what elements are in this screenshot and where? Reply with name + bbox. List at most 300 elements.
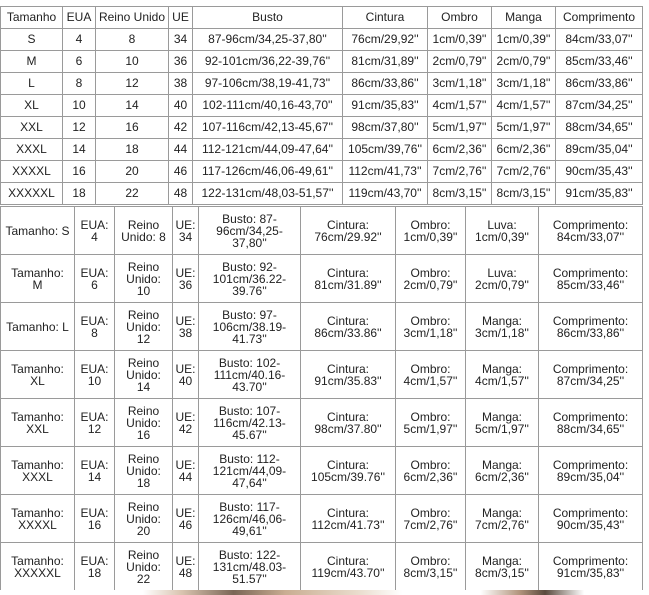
table-cell: 81cm/31,89'' xyxy=(343,51,428,73)
table-row xyxy=(1,95,643,117)
table-row xyxy=(1,73,643,95)
size-card-cell xyxy=(199,447,301,495)
table-row xyxy=(1,117,643,139)
size-card-cell xyxy=(173,351,199,399)
table-cell: 86cm/33,86'' xyxy=(343,73,428,95)
cell-line: 3cm/1,18'' xyxy=(403,325,458,340)
cell-line: Busto: 97- xyxy=(222,307,277,322)
size-card-cell xyxy=(115,447,173,495)
cell-line: Ombro: xyxy=(410,553,451,568)
cell-line: Tamanho: xyxy=(11,457,64,472)
cell-line: 116cm/42.13- xyxy=(213,415,286,430)
cell-line: Busto: 122- xyxy=(218,547,281,562)
size-card-cell xyxy=(199,495,301,543)
cell-line: 105cm/39.76'' xyxy=(311,469,385,484)
size-card-cell xyxy=(1,399,75,447)
table-cell: 6cm/2,36'' xyxy=(428,139,492,161)
cell-line: EUA: xyxy=(80,217,109,232)
cell-line: 6cm/2,36'' xyxy=(403,469,458,484)
table-cell: 18 xyxy=(96,139,169,161)
table-cell: 102-111cm/40,16-43,70'' xyxy=(193,95,343,117)
table-cell: 8cm/3,15'' xyxy=(492,183,556,205)
cell-line: Unido: 8 xyxy=(121,229,166,244)
cell-line: EUA: xyxy=(80,361,109,376)
cell-line: 14 xyxy=(136,379,151,394)
cell-line: Tamanho: xyxy=(11,409,64,424)
size-card-cell xyxy=(1,207,75,255)
cell-line: Busto: 117- xyxy=(219,499,280,514)
table-cell: L xyxy=(1,73,63,95)
cell-line: XXXL xyxy=(22,469,53,484)
cell-line: 40 xyxy=(178,373,193,388)
cell-line: 20 xyxy=(136,523,151,538)
size-card-cell xyxy=(75,303,115,351)
table-cell: 22 xyxy=(96,183,169,205)
table-cell: 89cm/35,04'' xyxy=(556,139,643,161)
header-cell: Busto xyxy=(193,7,343,29)
size-card-cell xyxy=(115,495,173,543)
size-card-cell xyxy=(466,543,539,591)
cell-line: UE: xyxy=(175,265,196,280)
table-cell: 5cm/1,97'' xyxy=(492,117,556,139)
size-card-row xyxy=(1,255,643,303)
cell-line: Reino xyxy=(127,217,160,232)
size-card-cell xyxy=(539,255,643,303)
table-cell: 7cm/2,76'' xyxy=(492,161,556,183)
table-cell: 8 xyxy=(96,29,169,51)
cell-line: 1cm/0,39'' xyxy=(475,229,529,244)
table-cell: 117-126cm/46,06-49,61'' xyxy=(193,161,343,183)
cell-line: 76cm/29.92'' xyxy=(314,229,382,244)
header-cell: Manga xyxy=(492,7,556,29)
size-card-cell xyxy=(199,303,301,351)
table-cell: 5cm/1,97'' xyxy=(428,117,492,139)
cell-line: UE: xyxy=(175,409,196,424)
table-cell: 119cm/43,70'' xyxy=(343,183,428,205)
cell-line: 41.73'' xyxy=(232,331,267,346)
table-row xyxy=(1,183,643,205)
size-card-cell xyxy=(539,543,643,591)
table-cell: 1cm/0,39'' xyxy=(428,29,492,51)
cell-line: 89cm/35,04'' xyxy=(556,469,625,484)
table-cell: XXL xyxy=(1,117,63,139)
cell-line: 18 xyxy=(136,475,151,490)
size-card-row xyxy=(1,207,643,255)
size-card-cell xyxy=(301,543,396,591)
cell-line: 119cm/43.70'' xyxy=(311,565,385,580)
size-card-row xyxy=(1,351,643,399)
cell-line: Unido: xyxy=(126,559,161,574)
size-card-cell xyxy=(1,447,75,495)
size-card-cell xyxy=(199,351,301,399)
size-card-cell xyxy=(466,303,539,351)
size-card-cell xyxy=(173,447,199,495)
cell-line: XXXXL xyxy=(18,517,57,532)
header-cell: Tamanho xyxy=(1,7,63,29)
cell-line: Tamanho: xyxy=(11,265,64,280)
size-card-cell xyxy=(466,447,539,495)
header-row xyxy=(1,7,643,29)
table-cell: 3cm/1,18'' xyxy=(428,73,492,95)
table-cell: 90cm/35,43'' xyxy=(556,161,643,183)
cell-line: 90cm/35,43'' xyxy=(556,517,625,532)
cell-line: Unido: xyxy=(126,463,161,478)
size-card-cell xyxy=(75,255,115,303)
table-cell: 2cm/0,79'' xyxy=(428,51,492,73)
cell-line: 112cm/41.73'' xyxy=(311,517,385,532)
cell-line: 91cm/35.83'' xyxy=(314,373,382,388)
table-cell: M xyxy=(1,51,63,73)
size-card-cell xyxy=(301,303,396,351)
cell-line: Comprimento: xyxy=(552,505,629,520)
cell-line: M xyxy=(32,277,43,292)
cell-line: Ombro: xyxy=(410,313,451,328)
cell-line: 88cm/34,65'' xyxy=(556,421,625,436)
size-card-cell xyxy=(301,447,396,495)
table-cell: 34 xyxy=(169,29,193,51)
table-cell: 76cm/29,92'' xyxy=(343,29,428,51)
cell-line: Ombro: xyxy=(410,457,451,472)
cell-line: 14 xyxy=(87,469,102,484)
size-card-cell xyxy=(539,207,643,255)
cell-line: Comprimento: xyxy=(552,553,629,568)
cell-line: Reino xyxy=(127,307,160,322)
table-cell: XXXXL xyxy=(1,161,63,183)
table-cell: 1cm/0,39'' xyxy=(492,29,556,51)
size-card-row xyxy=(1,303,643,351)
cell-line: 46 xyxy=(178,517,193,532)
table-cell: 112cm/41,73'' xyxy=(343,161,428,183)
cell-line: UE: xyxy=(175,553,196,568)
table-row xyxy=(1,51,643,73)
cell-line: XL xyxy=(30,373,45,388)
table-cell: 14 xyxy=(63,139,96,161)
table-cell: 46 xyxy=(169,161,193,183)
size-card-cell xyxy=(199,399,301,447)
size-card-cell xyxy=(1,255,75,303)
size-card-cell xyxy=(539,399,643,447)
cell-line: Cintura: xyxy=(326,217,370,232)
size-card-cell xyxy=(301,255,396,303)
size-card-cell xyxy=(115,207,173,255)
size-card-cell xyxy=(173,303,199,351)
cell-line: 84cm/33,07'' xyxy=(556,229,625,244)
cell-line: 126cm/46,06- xyxy=(212,511,287,526)
cell-line: 7cm/2,76'' xyxy=(475,517,529,532)
cell-line: EUA: xyxy=(80,409,109,424)
cell-line: 3cm/1,18'' xyxy=(475,325,529,340)
cell-line: 106cm/38.19- xyxy=(212,319,287,334)
cell-line: EUA: xyxy=(80,313,109,328)
table-cell: 88cm/34,65'' xyxy=(556,117,643,139)
table-cell: 91cm/35,83'' xyxy=(556,183,643,205)
size-card-cell xyxy=(466,495,539,543)
cell-line: 36 xyxy=(178,277,193,292)
table-row xyxy=(1,139,643,161)
size-card-row xyxy=(1,495,643,543)
size-card-cell xyxy=(466,207,539,255)
cell-line: EUA: xyxy=(80,505,109,520)
table-cell: 6 xyxy=(63,51,96,73)
size-card-cell xyxy=(199,255,301,303)
cell-line: Reino xyxy=(127,403,160,418)
cell-line: 8cm/3,15'' xyxy=(403,565,458,580)
cell-line: 38 xyxy=(178,325,193,340)
cell-line: Comprimento: xyxy=(552,313,629,328)
size-card-cell xyxy=(75,207,115,255)
cell-line: 131cm/48.03- xyxy=(212,559,287,574)
table-cell: XXXL xyxy=(1,139,63,161)
table-cell: 84cm/33,07'' xyxy=(556,29,643,51)
cell-line: 47,64'' xyxy=(232,475,267,490)
size-chart-table xyxy=(0,6,643,205)
size-card-cell xyxy=(466,255,539,303)
size-card-cell xyxy=(466,351,539,399)
size-card-cell xyxy=(1,495,75,543)
cell-line: Unido: xyxy=(126,319,161,334)
cell-line: 44 xyxy=(178,469,193,484)
cell-line: Comprimento: xyxy=(552,217,629,232)
size-card-cell xyxy=(301,399,396,447)
cell-line: 49,61'' xyxy=(232,523,267,538)
size-card-cell xyxy=(301,207,396,255)
table-cell: 112-121cm/44,09-47,64'' xyxy=(193,139,343,161)
size-card-cell xyxy=(115,303,173,351)
cell-line: Busto: 107- xyxy=(218,403,281,418)
table-cell: 3cm/1,18'' xyxy=(492,73,556,95)
cell-line: 4cm/1,57'' xyxy=(475,373,529,388)
cell-line: 18 xyxy=(87,565,102,580)
cell-line: 10 xyxy=(87,373,102,388)
cell-line: UE: xyxy=(175,313,196,328)
cell-line: 6cm/2,36'' xyxy=(475,469,529,484)
cell-line: Cintura: xyxy=(326,409,370,424)
cell-line: UE: xyxy=(175,505,196,520)
cell-line: Cintura: xyxy=(326,457,370,472)
table-cell: 44 xyxy=(169,139,193,161)
size-card-cell xyxy=(115,399,173,447)
cell-line: 121cm/44,09- xyxy=(212,463,287,478)
cell-line: Comprimento: xyxy=(552,265,629,280)
cell-line: Unido: xyxy=(126,415,161,430)
size-card-cell xyxy=(539,447,643,495)
table-cell: 10 xyxy=(63,95,96,117)
cell-line: Tamanho: xyxy=(11,553,64,568)
cell-line: Comprimento: xyxy=(552,409,629,424)
cell-line: Busto: 102- xyxy=(218,355,281,370)
cell-line: 111cm/40.16- xyxy=(213,367,286,382)
size-card-cell xyxy=(199,207,301,255)
size-card-cell xyxy=(75,543,115,591)
size-card-cell xyxy=(396,447,466,495)
cell-line: 45.67'' xyxy=(232,427,267,442)
size-card-cell xyxy=(396,207,466,255)
cell-line: 10 xyxy=(136,283,151,298)
cell-line: 91cm/35,83'' xyxy=(556,565,625,580)
size-card-cell xyxy=(539,303,643,351)
cell-line: Cintura: xyxy=(326,361,370,376)
cell-line: Reino xyxy=(127,355,160,370)
cell-line: 98cm/37.80'' xyxy=(314,421,382,436)
table-cell: 12 xyxy=(63,117,96,139)
size-card-cell xyxy=(539,495,643,543)
size-card-cell xyxy=(173,495,199,543)
table-cell: 18 xyxy=(63,183,96,205)
table-cell: 40 xyxy=(169,95,193,117)
cell-line: EUA: xyxy=(80,553,109,568)
table-cell: 38 xyxy=(169,73,193,95)
cell-line: Reino xyxy=(127,547,160,562)
cell-line: Luva: xyxy=(487,265,517,280)
size-card-cell xyxy=(396,543,466,591)
cell-line: Manga: xyxy=(481,409,523,424)
table-cell: 86cm/33,86'' xyxy=(556,73,643,95)
cell-line: Reino xyxy=(127,259,160,274)
header-cell: EUA xyxy=(63,7,96,29)
cell-line: 4 xyxy=(91,229,98,244)
cell-line: 43.70'' xyxy=(232,379,267,394)
cell-line: 86cm/33.86'' xyxy=(314,325,382,340)
cell-line: Manga: xyxy=(481,553,523,568)
cell-line: Reino xyxy=(127,451,160,466)
size-card-cell xyxy=(396,495,466,543)
cell-line: 16 xyxy=(87,517,102,532)
cell-line: Busto: 112- xyxy=(219,451,280,466)
table-cell: 91cm/35,83'' xyxy=(343,95,428,117)
size-card-cell xyxy=(396,399,466,447)
table-cell: 4 xyxy=(63,29,96,51)
cell-line: Cintura: xyxy=(326,313,370,328)
table-cell: 4cm/1,57'' xyxy=(492,95,556,117)
table-cell: 8 xyxy=(63,73,96,95)
size-card-cell xyxy=(1,351,75,399)
cell-line: Comprimento: xyxy=(552,457,629,472)
size-card-cell xyxy=(115,543,173,591)
table-cell: 85cm/33,46'' xyxy=(556,51,643,73)
cell-line: 39.76'' xyxy=(232,283,267,298)
cell-line: 101cm/36.22- xyxy=(212,271,287,286)
size-card-cell xyxy=(75,351,115,399)
size-card-cell xyxy=(1,543,75,591)
size-card-cell xyxy=(115,351,173,399)
cell-line: Cintura: xyxy=(326,553,370,568)
table-cell: 48 xyxy=(169,183,193,205)
cell-line: 37,80'' xyxy=(232,235,267,250)
size-card-cell xyxy=(301,495,396,543)
cell-line: Ombro: xyxy=(410,409,451,424)
cell-line: 12 xyxy=(87,421,102,436)
size-card-row xyxy=(1,543,643,591)
size-card-cell xyxy=(115,255,173,303)
cell-line: Ombro: xyxy=(410,265,451,280)
cell-line: 81cm/31.89'' xyxy=(314,277,382,292)
cell-line: 7cm/2,76'' xyxy=(403,517,458,532)
cell-line: 8 xyxy=(91,325,98,340)
size-card-cell xyxy=(173,543,199,591)
size-card-cell xyxy=(173,399,199,447)
cell-line: Reino xyxy=(127,499,160,514)
table-cell: 4cm/1,57'' xyxy=(428,95,492,117)
size-card-cell xyxy=(173,255,199,303)
cell-line: 86cm/33,86'' xyxy=(556,325,625,340)
cell-line: Ombro: xyxy=(410,505,451,520)
cell-line: 2cm/0,79'' xyxy=(475,277,529,292)
table-cell: 87cm/34,25'' xyxy=(556,95,643,117)
header-cell: Cintura xyxy=(343,7,428,29)
size-card-cell xyxy=(466,399,539,447)
cell-line: Manga: xyxy=(481,505,523,520)
table-cell: 97-106cm/38,19-41,73'' xyxy=(193,73,343,95)
cell-line: Manga: xyxy=(481,313,523,328)
cell-line: Tamanho: xyxy=(11,361,64,376)
model-photo-edge xyxy=(0,590,649,595)
cell-line: EUA: xyxy=(80,265,109,280)
table-cell: 14 xyxy=(96,95,169,117)
cell-line: 8cm/3,15'' xyxy=(475,565,529,580)
table-cell: XXXXXL xyxy=(1,183,63,205)
cell-line: 5cm/1,97'' xyxy=(475,421,529,436)
table-cell: 10 xyxy=(96,51,169,73)
table-cell: 6cm/2,36'' xyxy=(492,139,556,161)
cell-line: 1cm/0,39'' xyxy=(403,229,458,244)
table-cell: 42 xyxy=(169,117,193,139)
size-card-cell xyxy=(396,255,466,303)
cell-line: 96cm/34,25- xyxy=(216,223,283,238)
cell-line: Manga: xyxy=(481,361,523,376)
size-card-cell xyxy=(1,303,75,351)
size-card-row xyxy=(1,399,643,447)
table-cell: S xyxy=(1,29,63,51)
cell-line: Tamanho: xyxy=(11,505,64,520)
cell-line: UE: xyxy=(175,217,196,232)
cell-line: Tamanho: L xyxy=(6,319,69,334)
size-card-cell xyxy=(75,399,115,447)
table-cell: 122-131cm/48,03-51,57'' xyxy=(193,183,343,205)
cell-line: UE: xyxy=(175,361,196,376)
cell-line: Unido: xyxy=(126,271,161,286)
table-cell: 16 xyxy=(63,161,96,183)
size-card-cell xyxy=(301,351,396,399)
table-cell: 36 xyxy=(169,51,193,73)
cell-line: 51.57'' xyxy=(232,571,267,586)
table-row xyxy=(1,29,643,51)
cell-line: Unido: xyxy=(126,511,161,526)
cell-line: Busto: 87- xyxy=(222,211,277,226)
table-cell: 87-96cm/34,25-37,80'' xyxy=(193,29,343,51)
cell-line: Cintura: xyxy=(326,505,370,520)
cell-line: EUA: xyxy=(80,457,109,472)
cell-line: 16 xyxy=(136,427,151,442)
table-cell: 20 xyxy=(96,161,169,183)
table-cell: 98cm/37,80'' xyxy=(343,117,428,139)
size-card-cell xyxy=(199,543,301,591)
header-cell: Reino Unido xyxy=(96,7,169,29)
table-cell: 2cm/0,79'' xyxy=(492,51,556,73)
header-cell: UE xyxy=(169,7,193,29)
size-card-cell xyxy=(396,303,466,351)
size-card-cell xyxy=(539,351,643,399)
cell-line: UE: xyxy=(175,457,196,472)
cell-line: 42 xyxy=(178,421,193,436)
cell-line: XXL xyxy=(26,421,49,436)
cell-line: 87cm/34,25'' xyxy=(556,373,625,388)
header-cell: Comprimento xyxy=(556,7,643,29)
cell-line: Tamanho: S xyxy=(5,223,70,238)
cell-line: Ombro: xyxy=(410,361,451,376)
cell-line: Ombro: xyxy=(410,217,451,232)
table-row xyxy=(1,161,643,183)
cell-line: Busto: 92- xyxy=(222,259,277,274)
